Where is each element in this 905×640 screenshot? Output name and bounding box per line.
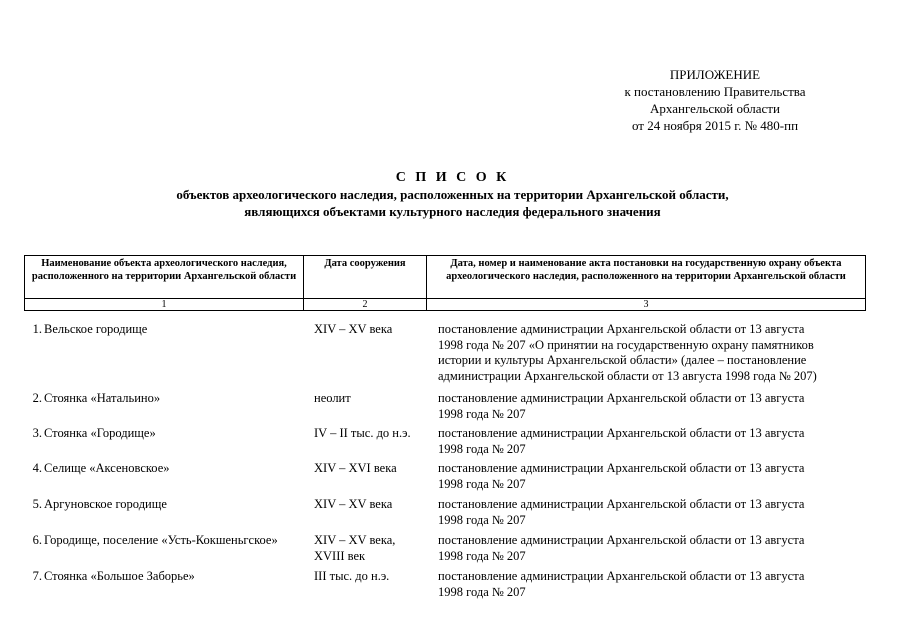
- object-name: Стоянка «Натальино»: [44, 391, 161, 405]
- construction-date: [314, 461, 434, 477]
- construction-date: [314, 533, 434, 564]
- protection-act: [438, 426, 868, 457]
- construction-date: [314, 497, 434, 513]
- protection-act: [438, 569, 868, 600]
- protection-act-line: постановление администрации Архангельской области от 13 августа: [438, 533, 805, 547]
- row-number: 3.: [32, 426, 42, 440]
- appendix-line: Архангельской области: [650, 101, 780, 116]
- column-number: 3: [427, 299, 866, 311]
- appendix-date: от 24 ноября 2015 г. № 480-пп: [631, 118, 799, 133]
- construction-date-line: XVIII век: [314, 548, 366, 563]
- protection-act-line: постановление администрации Архангельской области от 13 августа: [438, 569, 805, 583]
- appendix-block: [600, 66, 830, 134]
- column-number: 2: [304, 299, 427, 311]
- construction-date: [314, 569, 434, 585]
- construction-date-line: IV – II тыс. до н.э.: [314, 426, 411, 440]
- construction-date-line: XIV – XV века,: [314, 533, 396, 547]
- construction-date: [314, 426, 434, 442]
- construction-date: [314, 322, 434, 338]
- object-name: Стоянка «Большое Заборье»: [44, 569, 195, 583]
- protection-act: [438, 497, 868, 528]
- protection-act: [438, 533, 868, 564]
- title-subtitle-line1: объектов археологического наследия, расположенных на территории Архангельской области,: [176, 187, 729, 202]
- object-name: Аргуновское городище: [44, 497, 167, 511]
- appendix-title: ПРИЛОЖЕНИЕ: [669, 67, 761, 82]
- object-name: Городище, поселение «Усть-Кокшеньгское»: [44, 533, 278, 547]
- construction-date-line: XIV – XV века: [314, 322, 393, 336]
- row-number: 2.: [32, 391, 42, 405]
- construction-date-line: XIV – XVI века: [314, 461, 397, 475]
- object-name: Селище «Аксеновское»: [44, 461, 170, 475]
- header-construction-date: Дата сооружения: [304, 256, 427, 299]
- header-object-name: Наименование объекта археологического наследия, расположенного на территории Архангельской области: [25, 256, 304, 299]
- protection-act-line: истории и культуры Архангельской области» (далее – постановление: [438, 353, 807, 367]
- protection-act-line: постановление администрации Архангельской области от 13 августа: [438, 461, 805, 475]
- document-title: [0, 169, 905, 220]
- column-number: 1: [25, 299, 304, 311]
- protection-act-line: постановление администрации Архангельской области от 13 августа: [438, 426, 805, 440]
- protection-act-line: 1998 года № 207: [438, 441, 526, 456]
- row-number: 5.: [32, 497, 42, 511]
- row-number: 6.: [32, 533, 42, 547]
- protection-act-line: администрации Архангельской области от 13 августа 1998 года № 207): [438, 368, 817, 383]
- protection-act-line: 1998 года № 207: [438, 476, 526, 491]
- title-main: С П И С О К: [395, 170, 510, 185]
- title-subtitle-line2: являющихся объектами культурного наследия федерального значения: [244, 204, 661, 219]
- protection-act-line: 1998 года № 207: [438, 406, 526, 421]
- object-name: Вельское городище: [44, 322, 148, 336]
- appendix-line: к постановлению Правительства: [624, 84, 806, 99]
- header-protection-act: Дата, номер и наименование акта постановки на государственную охрану объекта археологического наследия, расположенного на территории Архангельской области: [427, 256, 866, 299]
- construction-date-line: XIV – XV века: [314, 497, 393, 511]
- protection-act-line: постановление администрации Архангельской области от 13 августа: [438, 391, 805, 405]
- row-number: 7.: [32, 569, 42, 583]
- protection-act-line: постановление администрации Архангельской области от 13 августа: [438, 497, 805, 511]
- table-header: [24, 255, 866, 311]
- construction-date-line: неолит: [314, 391, 351, 405]
- protection-act-line: 1998 года № 207: [438, 548, 526, 563]
- object-name: Стоянка «Городище»: [44, 426, 156, 440]
- protection-act-line: постановление администрации Архангельской области от 13 августа: [438, 322, 805, 336]
- protection-act: [438, 391, 868, 422]
- row-number: 1.: [32, 322, 42, 336]
- protection-act-line: 1998 года № 207: [438, 512, 526, 527]
- construction-date-line: III тыс. до н.э.: [314, 569, 390, 583]
- construction-date: [314, 391, 434, 407]
- protection-act: [438, 461, 868, 492]
- row-number: 4.: [32, 461, 42, 475]
- protection-act-line: 1998 года № 207 «О принятии на государственную охрану памятников: [438, 337, 814, 352]
- protection-act-line: 1998 года № 207: [438, 584, 526, 599]
- protection-act: [438, 322, 868, 384]
